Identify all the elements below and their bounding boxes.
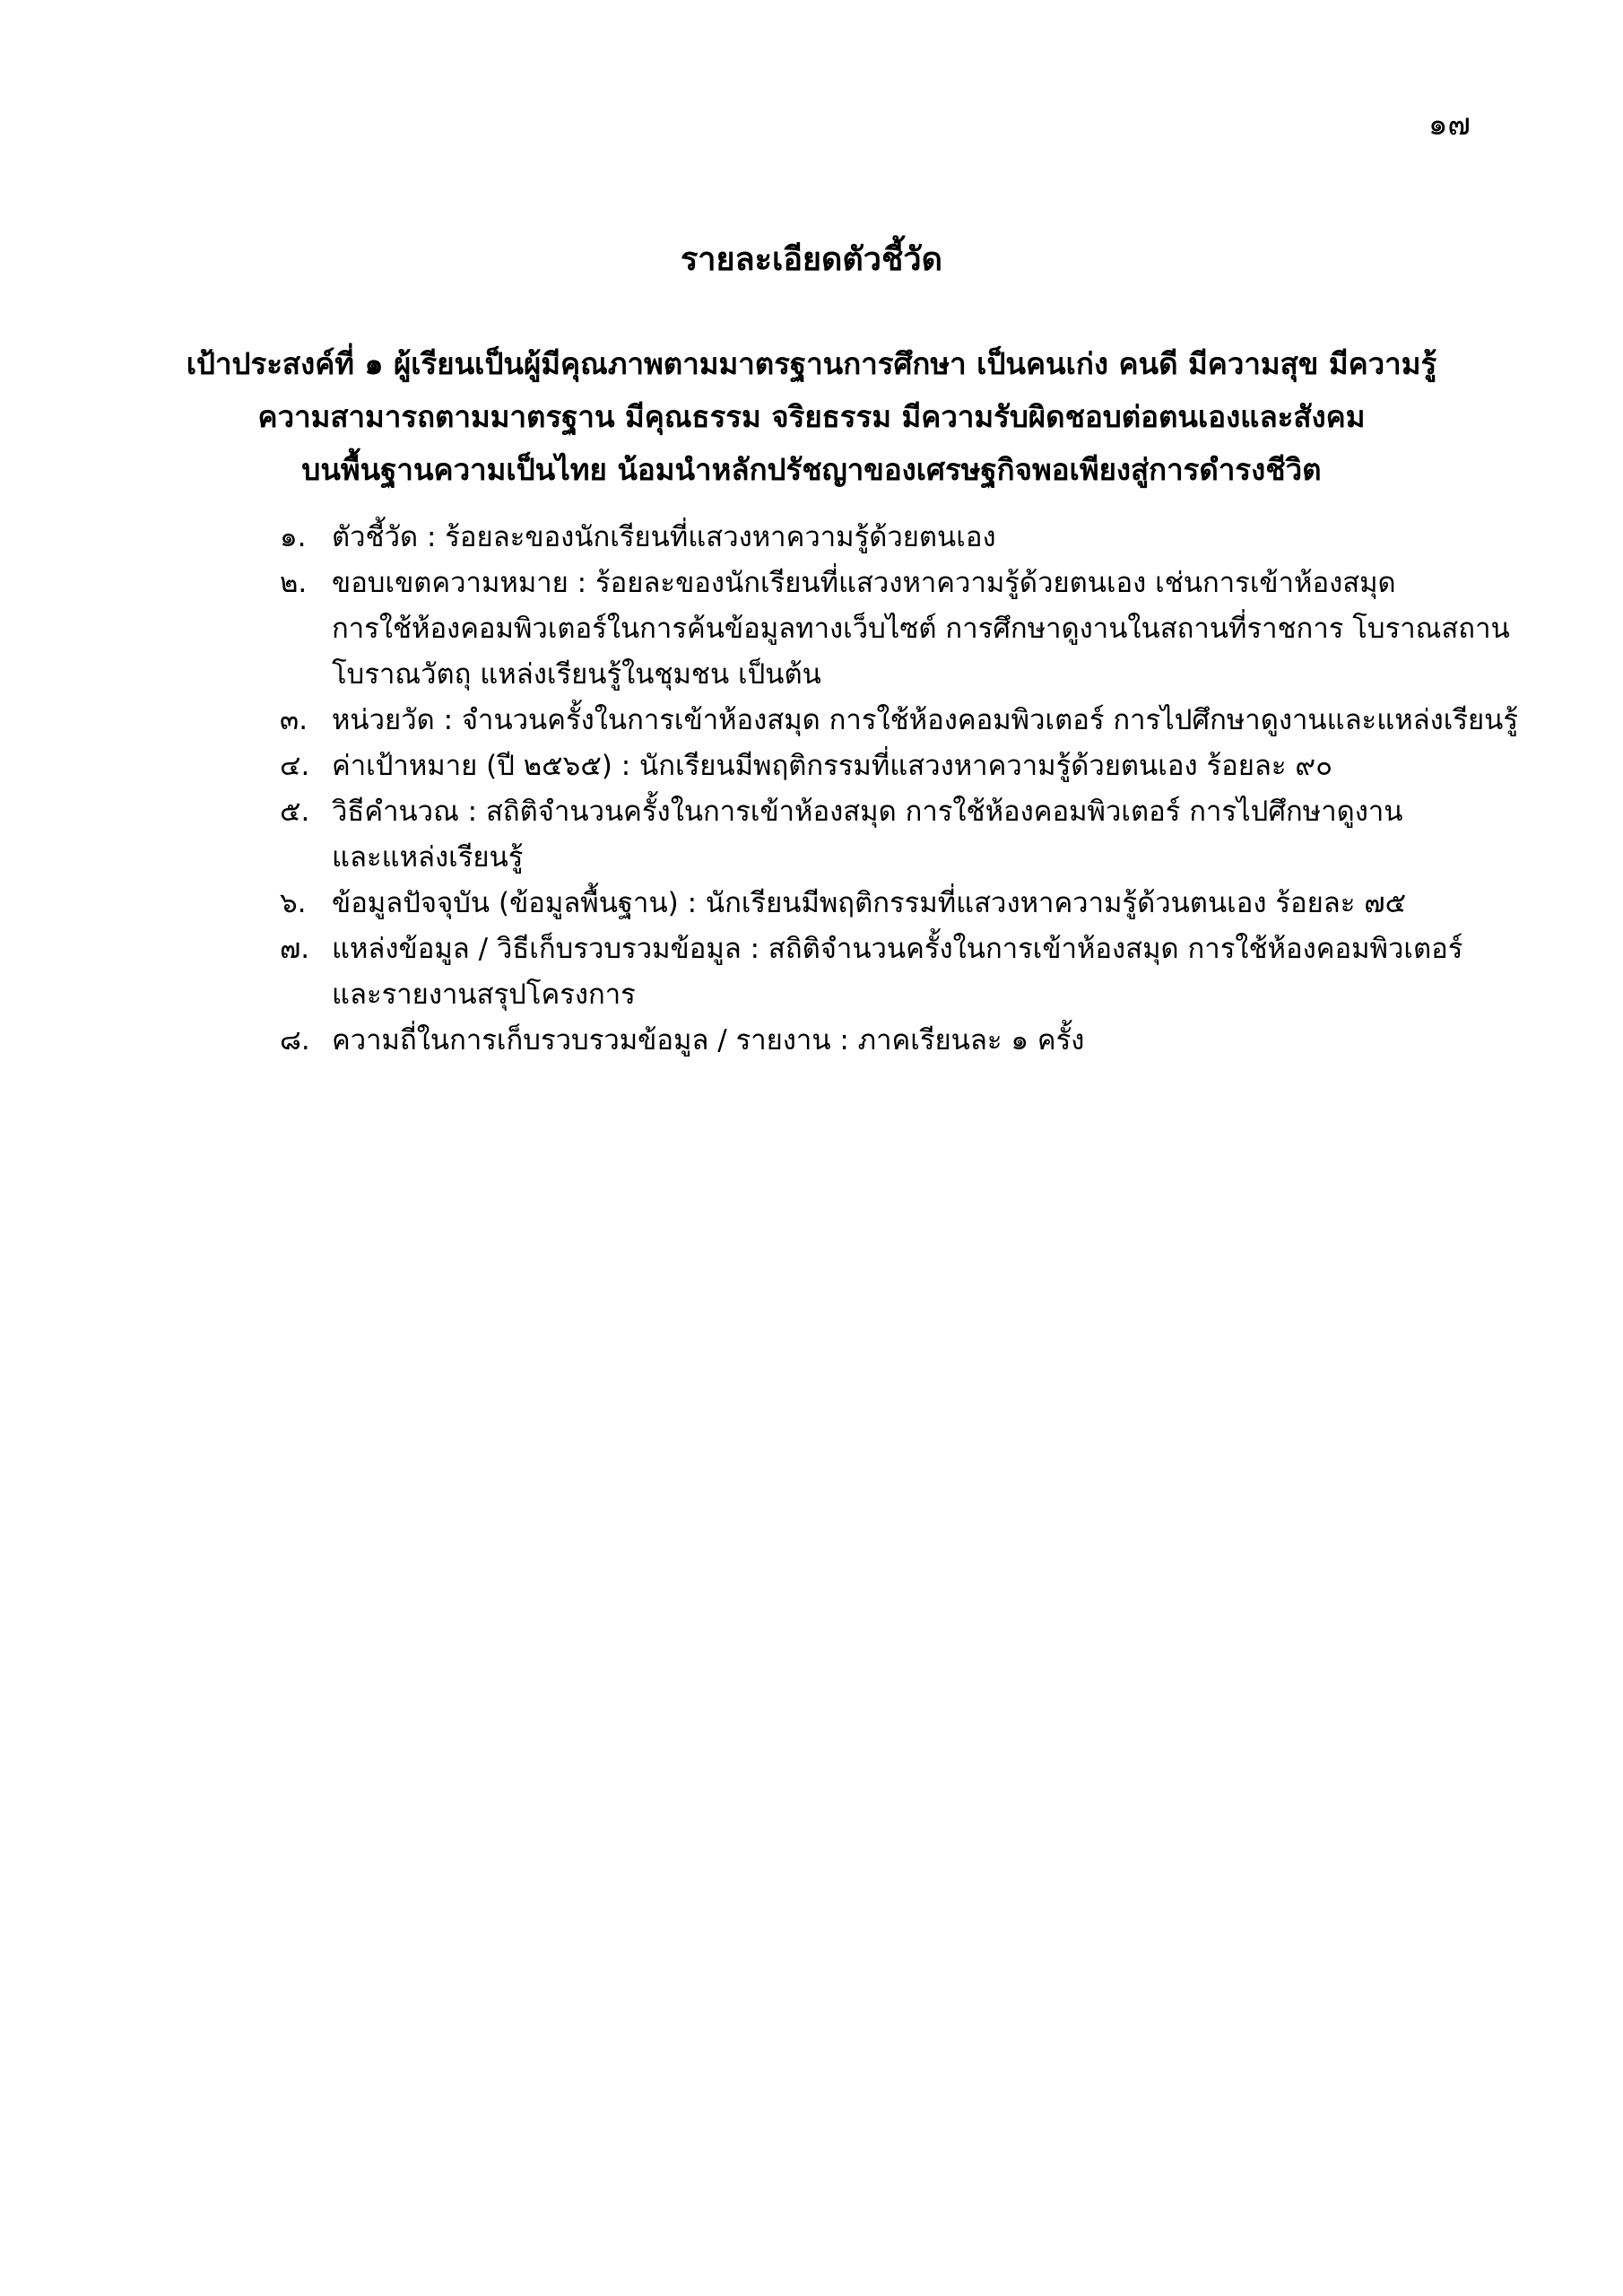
document-title: รายละเอียดตัวชี้วัด bbox=[680, 241, 943, 278]
objective-heading bbox=[161, 337, 1462, 496]
item-line: ค่าเป้าหมาย (ปี ๒๕๖๕) : นักเรียนมีพฤติกรรมที่แสวงหาความรู้ด้วยตนเอง ร้อยละ ๙๐ bbox=[332, 750, 1333, 782]
item-line: โบราณวัตถุ แหล่งเรียนรู้ในชุมชน เป็นต้น bbox=[332, 658, 821, 691]
item-number: ๘. bbox=[280, 1024, 310, 1057]
objective-line: เป้าประสงค์ที่ ๑ ผู้เรียนเป็นผู้มีคุณภาพตามมาตรฐานการศึกษา เป็นคนเก่ง คนดี มีความสุข มีความรู้ bbox=[186, 346, 1437, 381]
list-item bbox=[0, 789, 1623, 881]
item-line: และรายงานสรุปโครงการ bbox=[332, 978, 636, 1011]
indicator-list bbox=[0, 515, 1623, 1064]
item-line: การใช้ห้องคอมพิวเตอร์ในการค้นข้อมูลทางเว็บไซต์ การศึกษาดูงานในสถานที่ราชการ โบราณสถาน bbox=[332, 613, 1510, 645]
item-line: ข้อมูลปัจจุบัน (ข้อมูลพื้นฐาน) : นักเรียนมีพฤติกรรมที่แสวงหาความรู้ด้วนตนเอง ร้อยละ ๗๕ bbox=[332, 887, 1407, 919]
item-number: ๔. bbox=[280, 750, 310, 782]
list-item bbox=[0, 698, 1623, 744]
item-line: ตัวชี้วัด : ร้อยละของนักเรียนที่แสวงหาความรู้ด้วยตนเอง bbox=[332, 521, 996, 553]
list-item bbox=[0, 744, 1623, 789]
item-number: ๓. bbox=[280, 704, 308, 736]
item-line: วิธีคำนวณ : สถิติจำนวนครั้งในการเข้าห้องสมุด การใช้ห้องคอมพิวเตอร์ การไปศึกษาดูงาน bbox=[332, 796, 1403, 828]
item-number: ๑. bbox=[280, 521, 307, 553]
item-number: ๕. bbox=[280, 796, 310, 828]
item-number: ๗. bbox=[280, 933, 310, 965]
item-line: หน่วยวัด : จำนวนครั้งในการเข้าห้องสมุด การใช้ห้องคอมพิวเตอร์ การไปศึกษาดูงานและแหล่งเรียนรู้ bbox=[332, 704, 1519, 736]
list-item bbox=[0, 515, 1623, 561]
item-line: แหล่งข้อมูล / วิธีเก็บรวบรวมข้อมูล : สถิติจำนวนครั้งในการเข้าห้องสมุด การใช้ห้องคอมพิวเตอร์ bbox=[332, 933, 1463, 965]
list-item bbox=[0, 881, 1623, 926]
page-number: ๑๗ bbox=[1428, 107, 1471, 143]
list-item bbox=[0, 926, 1623, 1018]
item-line: ความถี่ในการเก็บรวบรวมข้อมูล / รายงาน : ภาคเรียนละ ๑ ครั้ง bbox=[332, 1024, 1085, 1057]
objective-line: บนพื้นฐานความเป็นไทย น้อมนำหลักปรัชญาของเศรษฐกิจพอเพียงสู่การดำรงชีวิต bbox=[301, 452, 1322, 487]
list-item bbox=[0, 561, 1623, 698]
item-number: ๖. bbox=[280, 887, 307, 919]
list-item bbox=[0, 1018, 1623, 1064]
item-number: ๒. bbox=[280, 567, 308, 599]
objective-line: ความสามารถตามมาตรฐาน มีคุณธรรม จริยธรรม มีความรับผิดชอบต่อตนเองและสังคม bbox=[257, 399, 1366, 434]
item-line: ขอบเขตความหมาย : ร้อยละของนักเรียนที่แสวงหาความรู้ด้วยตนเอง เช่นการเข้าห้องสมุด bbox=[332, 567, 1396, 599]
item-line: และแหล่งเรียนรู้ bbox=[332, 841, 524, 874]
